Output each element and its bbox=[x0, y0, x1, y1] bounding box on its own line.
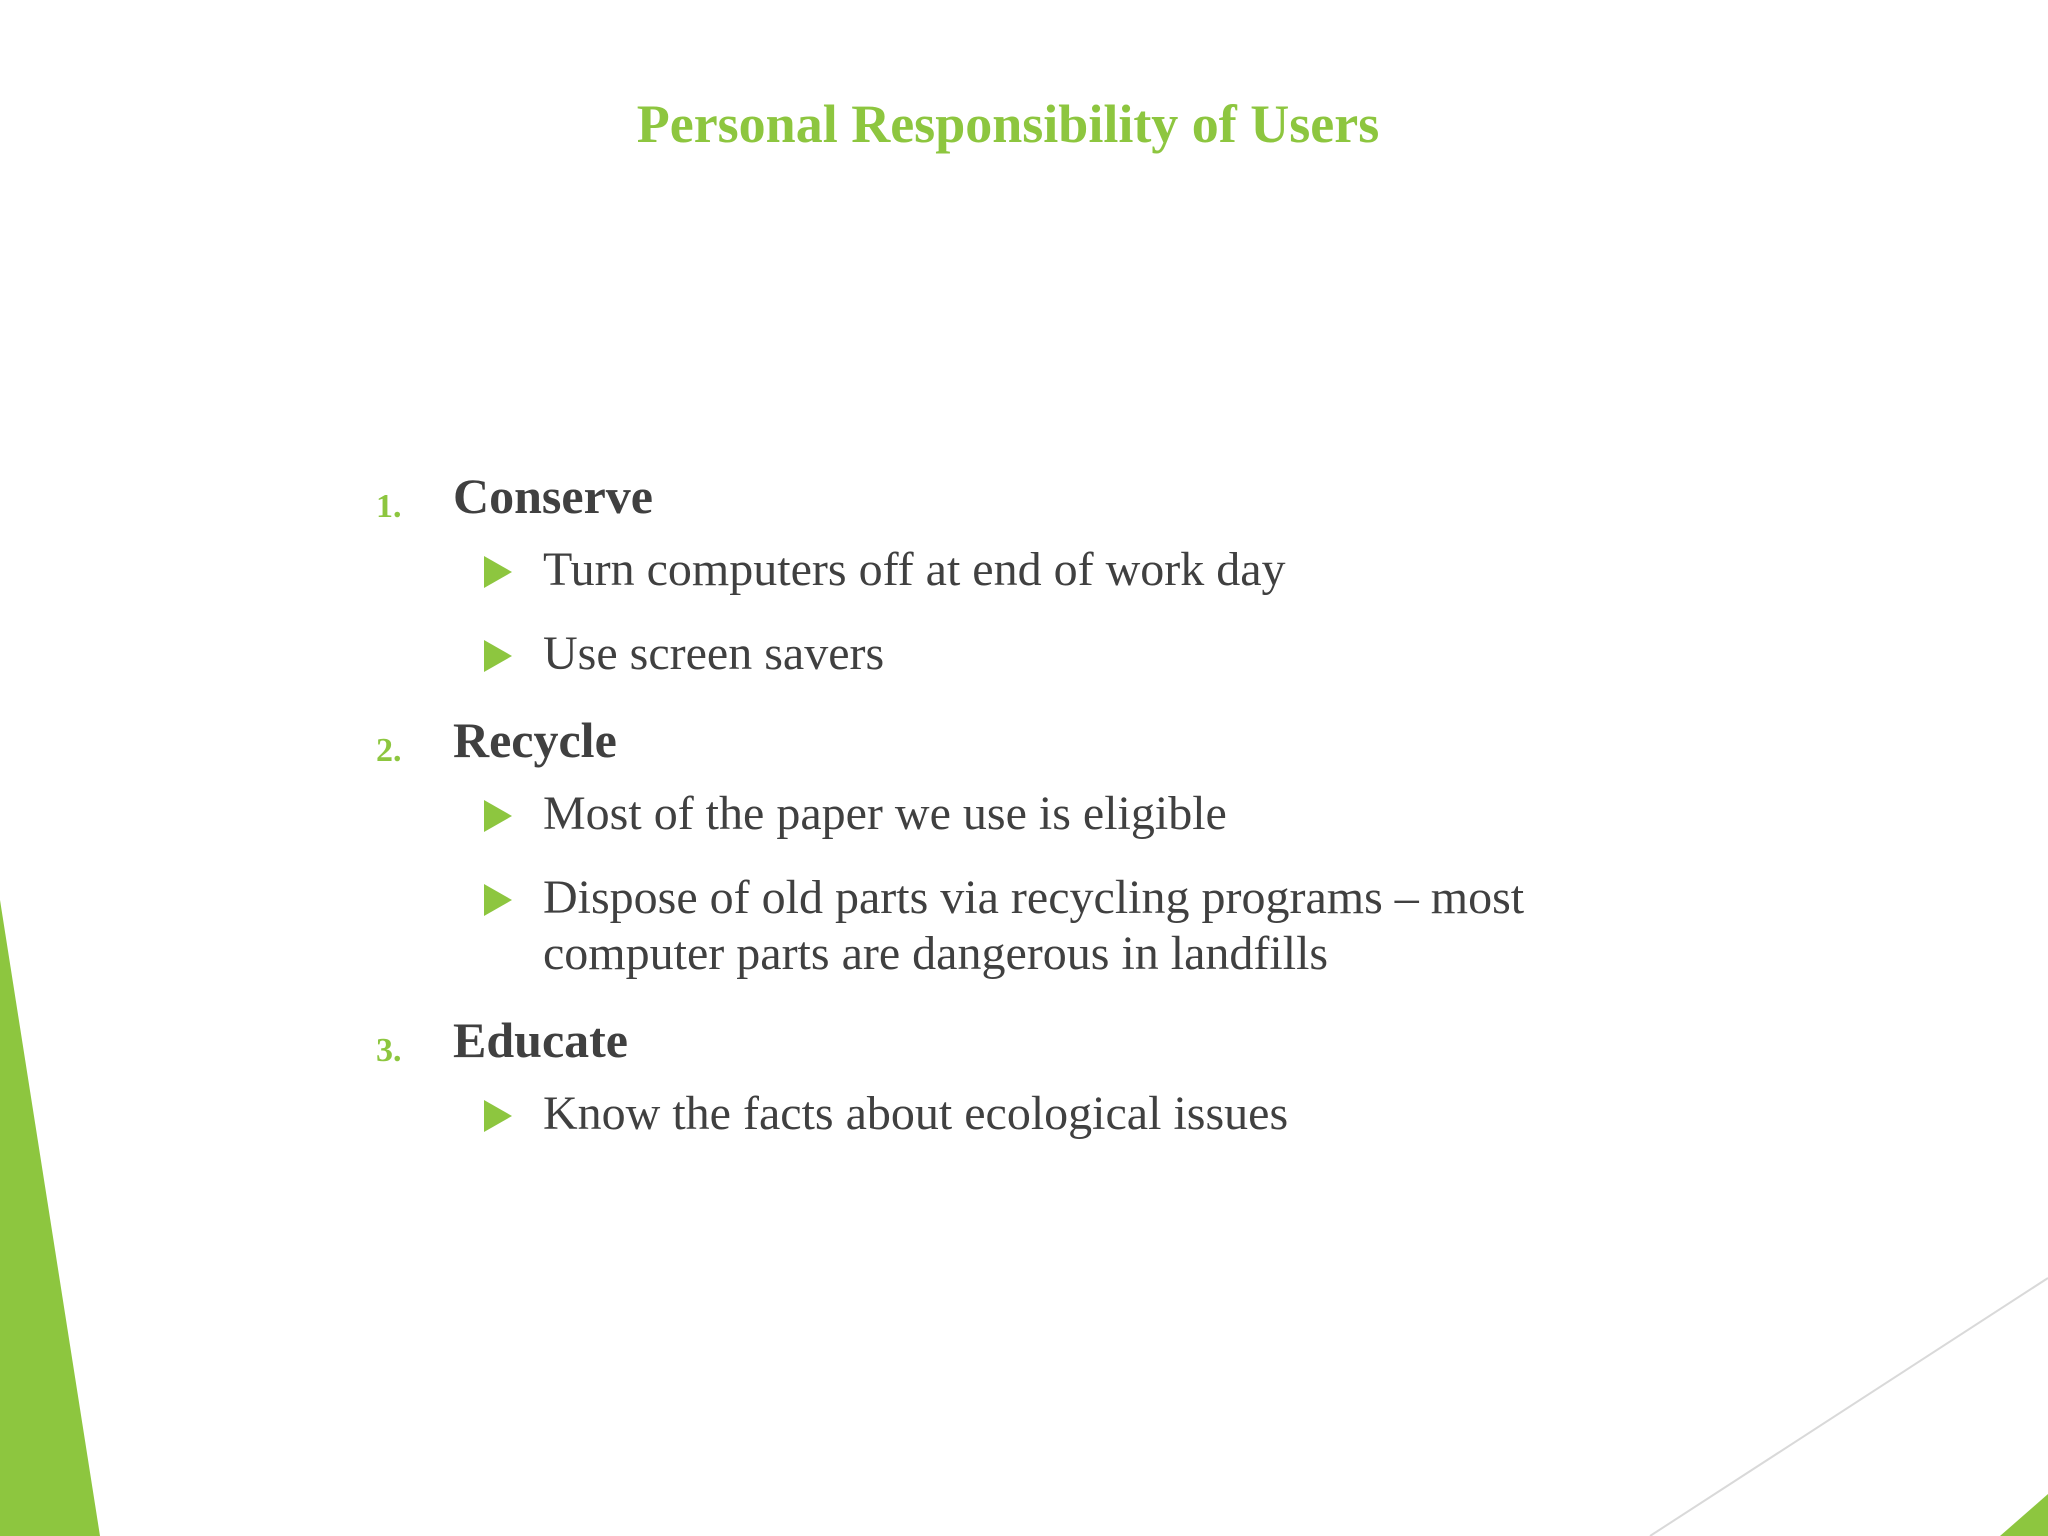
triangle-bullet-icon bbox=[484, 1100, 512, 1132]
list-item bbox=[376, 870, 1543, 982]
section-heading-row bbox=[376, 466, 1676, 542]
list-item bbox=[376, 542, 1676, 598]
triangle-bullet-icon bbox=[484, 884, 512, 916]
list-item bbox=[376, 1086, 1676, 1142]
left-green-wedge bbox=[0, 900, 100, 1536]
section-number: 3. bbox=[376, 1032, 402, 1069]
bullet-text: Dispose of old parts via recycling programs – most computer parts are dangerous in landfills bbox=[543, 871, 1525, 980]
section-heading-row bbox=[376, 710, 1676, 786]
section-conserve bbox=[376, 466, 1676, 682]
section-recycle bbox=[376, 710, 1676, 982]
list-item bbox=[376, 786, 1676, 842]
content-list bbox=[376, 466, 1676, 1170]
corner-accent-line bbox=[1650, 1278, 2048, 1536]
corner-green-wedge bbox=[2000, 1494, 2048, 1536]
section-educate bbox=[376, 1010, 1676, 1142]
list-item bbox=[376, 626, 1676, 682]
triangle-bullet-icon bbox=[484, 800, 512, 832]
section-heading: Educate bbox=[453, 1012, 628, 1068]
slide-title: Personal Responsibility of Users bbox=[636, 94, 1380, 154]
bullet-text: Most of the paper we use is eligible bbox=[543, 787, 1227, 840]
section-heading-row bbox=[376, 1010, 1676, 1086]
section-number: 2. bbox=[376, 732, 402, 769]
bullet-text: Know the facts about ecological issues bbox=[543, 1087, 1289, 1140]
section-heading: Recycle bbox=[453, 712, 617, 768]
triangle-bullet-icon bbox=[484, 556, 512, 588]
section-number: 1. bbox=[376, 488, 402, 525]
triangle-bullet-icon bbox=[484, 640, 512, 672]
section-heading: Conserve bbox=[453, 468, 653, 524]
bullet-text: Turn computers off at end of work day bbox=[543, 543, 1286, 596]
bullet-text: Use screen savers bbox=[543, 627, 885, 680]
